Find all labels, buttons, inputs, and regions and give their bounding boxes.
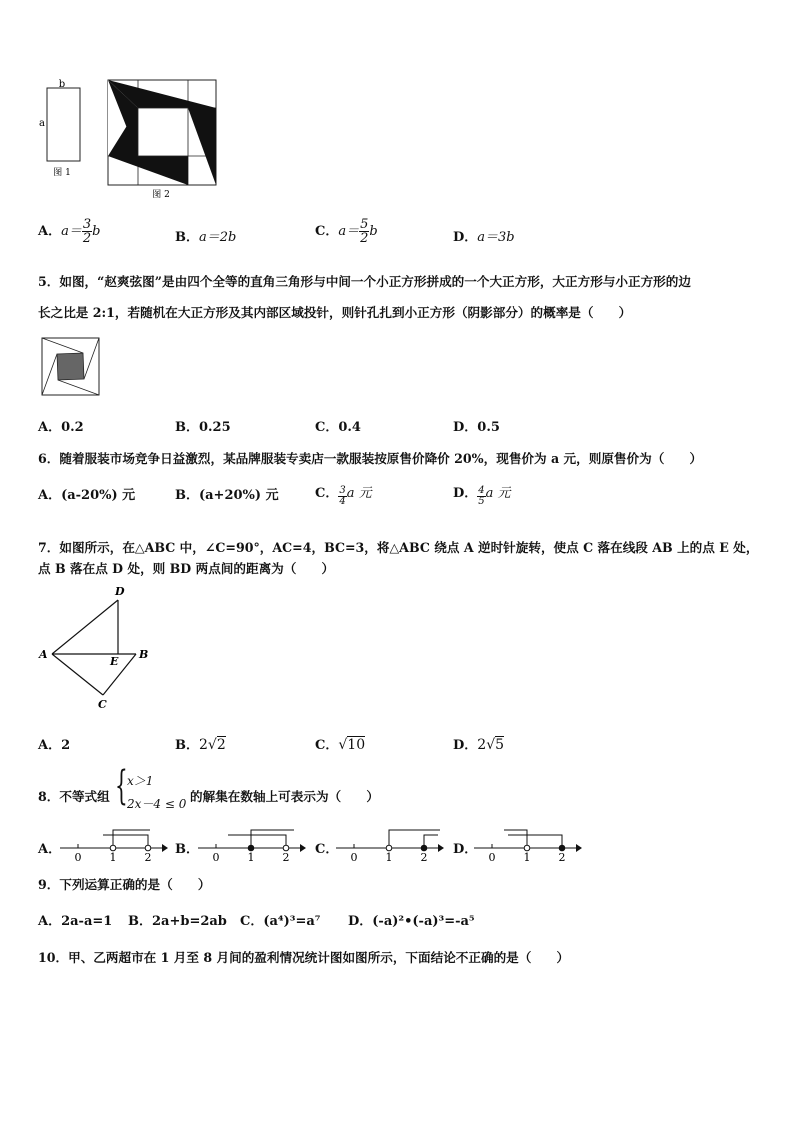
q8-option-b-numberline[interactable] (196, 824, 306, 864)
q8-option-d-numberline[interactable] (472, 824, 582, 864)
figure-2 (104, 76, 224, 202)
q7-opt-b-radicand: 2 (216, 737, 226, 753)
q4-option-a[interactable] (38, 218, 100, 245)
q8-stem-suffix: 的解集在数轴上可表示为（ ） (190, 789, 379, 804)
q6-opt-d-fraction: $\frac{4}{5}$ (478, 485, 485, 507)
q5-figure (40, 336, 102, 398)
q6-stem: 6．随着服装市场竞争日益激烈，某品牌服装专卖店一款服装按原售价降价 20%，现售价为 a 元，则原售价为（ ） (38, 451, 703, 466)
q6-opt-d-tail: a 元 (485, 486, 511, 501)
svg-text:2: 2 (558, 851, 566, 864)
q6-opt-d-prefix: D． (453, 486, 478, 501)
q6-opt-c-tail: a 元 (346, 486, 372, 501)
q7-opt-b-coef: 2 (199, 737, 208, 753)
q9-option-b[interactable]: B．2a+b=2ab (128, 914, 227, 929)
q8-inequality-2: 2x－4 ≤ 0 (127, 797, 187, 811)
q5-stem-line1: 5．如图，“赵爽弦图”是由四个全等的直角三角形与中间一个小正方形拼成的一个大正方形，大正方形与小正方形的边 (38, 274, 691, 289)
q4-option-d[interactable] (453, 226, 515, 245)
q8-option-c-numberline[interactable] (334, 824, 444, 864)
svg-text:0: 0 (212, 851, 220, 864)
fig1-label: 图 1 (53, 168, 71, 178)
q6-opt-c-prefix: C． (315, 486, 339, 501)
q7-opt-d-coef: 2 (477, 737, 487, 753)
q6-option-c[interactable] (315, 482, 372, 507)
q4-option-b[interactable] (175, 226, 236, 245)
q6-option-d[interactable] (453, 482, 511, 507)
fig1-side-a: a (39, 118, 45, 129)
q5-option-a[interactable]: A．0.2 (38, 420, 84, 435)
q6-option-a[interactable]: A．(a-20%) 元 (38, 488, 136, 503)
q7-option-d[interactable]: D．2√5 (453, 737, 505, 753)
svg-text:0: 0 (74, 851, 82, 864)
q4-opt-b-math: a＝2b (199, 230, 237, 245)
q7-opt-c-prefix: C． (315, 738, 339, 753)
q4-opt-a-lhs: a＝ (61, 224, 82, 239)
q4-opt-c-fraction: $\frac{5}{2}$ (360, 217, 369, 246)
q8-inequality-1: x＞1 (127, 774, 154, 788)
q4-opt-c-lhs: a＝ (338, 224, 360, 239)
q7-label-d: D (115, 585, 125, 598)
svg-text:2: 2 (144, 851, 152, 864)
q5-option-c[interactable]: C．0.4 (315, 420, 361, 435)
q7-option-a[interactable]: A．2 (38, 738, 71, 753)
figure-1 (36, 78, 86, 178)
q8-stem-prefix: 8．不等式组 (38, 789, 110, 804)
svg-text:1: 1 (385, 851, 393, 864)
q7-stem-line2: 点 B 落在点 D 处，则 BD 两点间的距离为（ ） (38, 561, 335, 576)
q5-option-b[interactable]: B．0.25 (175, 420, 231, 435)
q9-option-a[interactable]: A．2a-a=1 (38, 914, 113, 929)
q7-opt-d-radicand: 5 (495, 737, 505, 753)
q9-stem: 9．下列运算正确的是（ ） (38, 877, 211, 892)
svg-text:0: 0 (488, 851, 496, 864)
q7-label-e: E (110, 655, 119, 668)
svg-text:1: 1 (247, 851, 255, 864)
q9-option-d[interactable]: D．(-a)²•(-a)³=-a⁵ (348, 914, 475, 929)
q5-option-d[interactable]: D．0.5 (453, 420, 500, 435)
q8-option-c-letter[interactable]: C． (315, 842, 339, 857)
q8-option-a-letter[interactable]: A． (38, 842, 62, 857)
q8-option-b-letter[interactable]: B． (175, 842, 199, 857)
q7-label-b: B (139, 648, 149, 661)
q6-opt-c-fraction: $\frac{3}{4}$ (339, 485, 346, 507)
q7-option-b[interactable]: B．2√2 (175, 737, 226, 753)
q7-label-c: C (98, 698, 107, 711)
svg-text:2: 2 (282, 851, 290, 864)
svg-text:0: 0 (350, 851, 358, 864)
svg-text:1: 1 (109, 851, 117, 864)
q9-option-c[interactable]: C．(a⁴)³=a⁷ (240, 914, 321, 929)
q10-stem: 10．甲、乙两超市在 1 月至 8 月间的盈利情况统计图如图所示，下面结论不正确的是（ ） (38, 950, 570, 965)
q7-opt-b-prefix: B． (175, 738, 199, 753)
q4-opt-c-tail: b (369, 224, 378, 239)
q4-opt-a-prefix: A． (38, 224, 62, 239)
q4-opt-d-prefix: D． (453, 230, 478, 245)
fig2-label: 图 2 (152, 190, 170, 200)
q4-opt-d-math: a＝3b (477, 230, 515, 245)
q8-option-a-numberline[interactable] (58, 824, 168, 864)
svg-text:1: 1 (523, 851, 531, 864)
q7-stem-line1: 7．如图所示，在△ABC 中，∠C=90°，AC=4，BC=3，将△ABC 绕点 A 逆时针旋转，使点 C 落在线段 AB 上的点 E 处， (38, 540, 759, 555)
q5-stem-line2: 长之比是 2:1，若随机在大正方形及其内部区域投针，则针孔扎到小正方形（阴影部分）的概率是（ ） (38, 305, 632, 320)
q8-option-d-letter[interactable]: D． (453, 842, 478, 857)
q7-opt-c-radicand: 10 (347, 737, 366, 753)
q8-system-brace: { (115, 763, 128, 809)
q4-opt-b-prefix: B． (175, 230, 199, 245)
q4-opt-c-prefix: C． (315, 224, 339, 239)
q7-option-c[interactable]: C．√10 (315, 737, 366, 753)
q4-option-c[interactable] (315, 218, 378, 245)
q7-figure (36, 582, 166, 712)
svg-text:2: 2 (420, 851, 428, 864)
q7-opt-d-prefix: D． (453, 738, 478, 753)
fig1-side-b: b (58, 79, 66, 90)
q4-opt-a-tail: b (92, 224, 101, 239)
q6-option-b[interactable]: B．(a+20%) 元 (175, 488, 279, 503)
q4-opt-a-fraction: $\frac{3}{2}$ (82, 217, 92, 246)
q7-label-a: A (39, 648, 48, 661)
